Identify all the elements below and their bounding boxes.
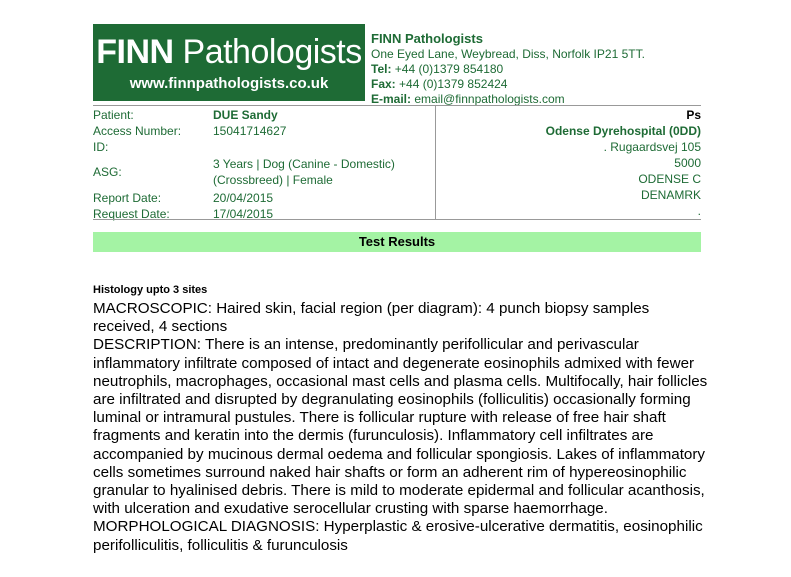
clinic-city: ODENSE C [638, 172, 701, 186]
clinic-dot: . [697, 204, 701, 218]
lab-contact [371, 31, 645, 107]
patient-label: Patient: [93, 108, 134, 122]
asg-value-line1: 3 Years | Dog (Canine - Domestic) [213, 157, 395, 171]
access-number-label: Access Number: [93, 124, 182, 138]
request-date-label: Request Date: [93, 207, 170, 221]
patient-value: DUE Sandy [213, 108, 278, 122]
test-results-header: Test Results [93, 232, 701, 252]
request-date-value: 17/04/2015 [213, 207, 274, 221]
logo-brand-rest: Pathologists [182, 33, 362, 71]
report-body [93, 300, 713, 555]
logo-brand [93, 32, 365, 72]
lab-address: One Eyed Lane, Weybread, Diss, Norfolk IP21 5TT. [371, 47, 645, 61]
divider-top [93, 105, 701, 106]
access-number-value: 15041714627 [213, 124, 287, 138]
id-label: ID: [93, 140, 109, 154]
logo-url: www.finnpathologists.co.uk [129, 75, 329, 92]
fax-value: +44 (0)1379 852424 [399, 77, 508, 91]
tel-label: Tel: [371, 62, 392, 76]
test-name: Histology upto 3 sites [93, 284, 208, 296]
lab-logo [93, 24, 365, 101]
divider-mid [93, 219, 701, 220]
description-text: DESCRIPTION: There is an intense, predominantly perifollicular and perivascular inflammatory infiltrate composed of intact and degenerate eosinophils admixed with fewer neutrophils, macrophages, occasional mast cells and plasma cells. Multifocally, hair follicles are infiltrated and disrupted by degranulating eosinophils (folliculitis) occasionally forming luminal or intramural pustules. There is follicular rupture with release of free hair shaft fragments and keratin into the dermis (furunculosis). Inflammatory cell infiltrates are accompanied by mucinous dermal oedema and follicular spongiosis. Lakes of inflammatory cells sometimes surround naked hair shafts or form an adherent rim of hypereosinophilic granular to hyalinised debris. There is mild to moderate epidermal and follicular acanthosis, with ulceration and exudative serocellular crusting with sparse haemorrhage. [93, 336, 708, 518]
diagnosis-text: MORPHOLOGICAL DIAGNOSIS: Hyperplastic & erosive-ulcerative dermatitis, eosinophilic perifolliculitis, folliculitis & furunculosis [93, 518, 703, 554]
divider-vertical [435, 106, 436, 219]
clinic-name: Odense Dyrehospital (0DD) [545, 124, 701, 138]
email-value[interactable]: email@finnpathologists.com [414, 92, 565, 106]
macroscopic-text: MACROSCOPIC: Haired skin, facial region (per diagram): 4 punch biopsy samples received, 4 sections [93, 300, 650, 336]
asg-value-line2: (Crossbreed) | Female [213, 173, 333, 187]
fax-label: Fax: [371, 77, 396, 91]
clinic-street: . Rugaardsvej 105 [603, 140, 701, 154]
report-date-value: 20/04/2015 [213, 191, 274, 205]
clinic-country: DENAMRK [640, 188, 701, 202]
clinic-code: Ps [686, 108, 701, 122]
lab-fax [371, 77, 645, 92]
email-label: E-mail: [371, 92, 412, 106]
logo-brand-bold: FINN [96, 33, 174, 71]
asg-label: ASG: [93, 165, 122, 179]
clinic-postcode: 5000 [674, 156, 701, 170]
clinic-address [546, 107, 701, 219]
lab-tel [371, 62, 645, 77]
tel-value: +44 (0)1379 854180 [394, 62, 504, 76]
lab-name: FINN Pathologists [371, 31, 483, 46]
report-date-label: Report Date: [93, 191, 162, 205]
